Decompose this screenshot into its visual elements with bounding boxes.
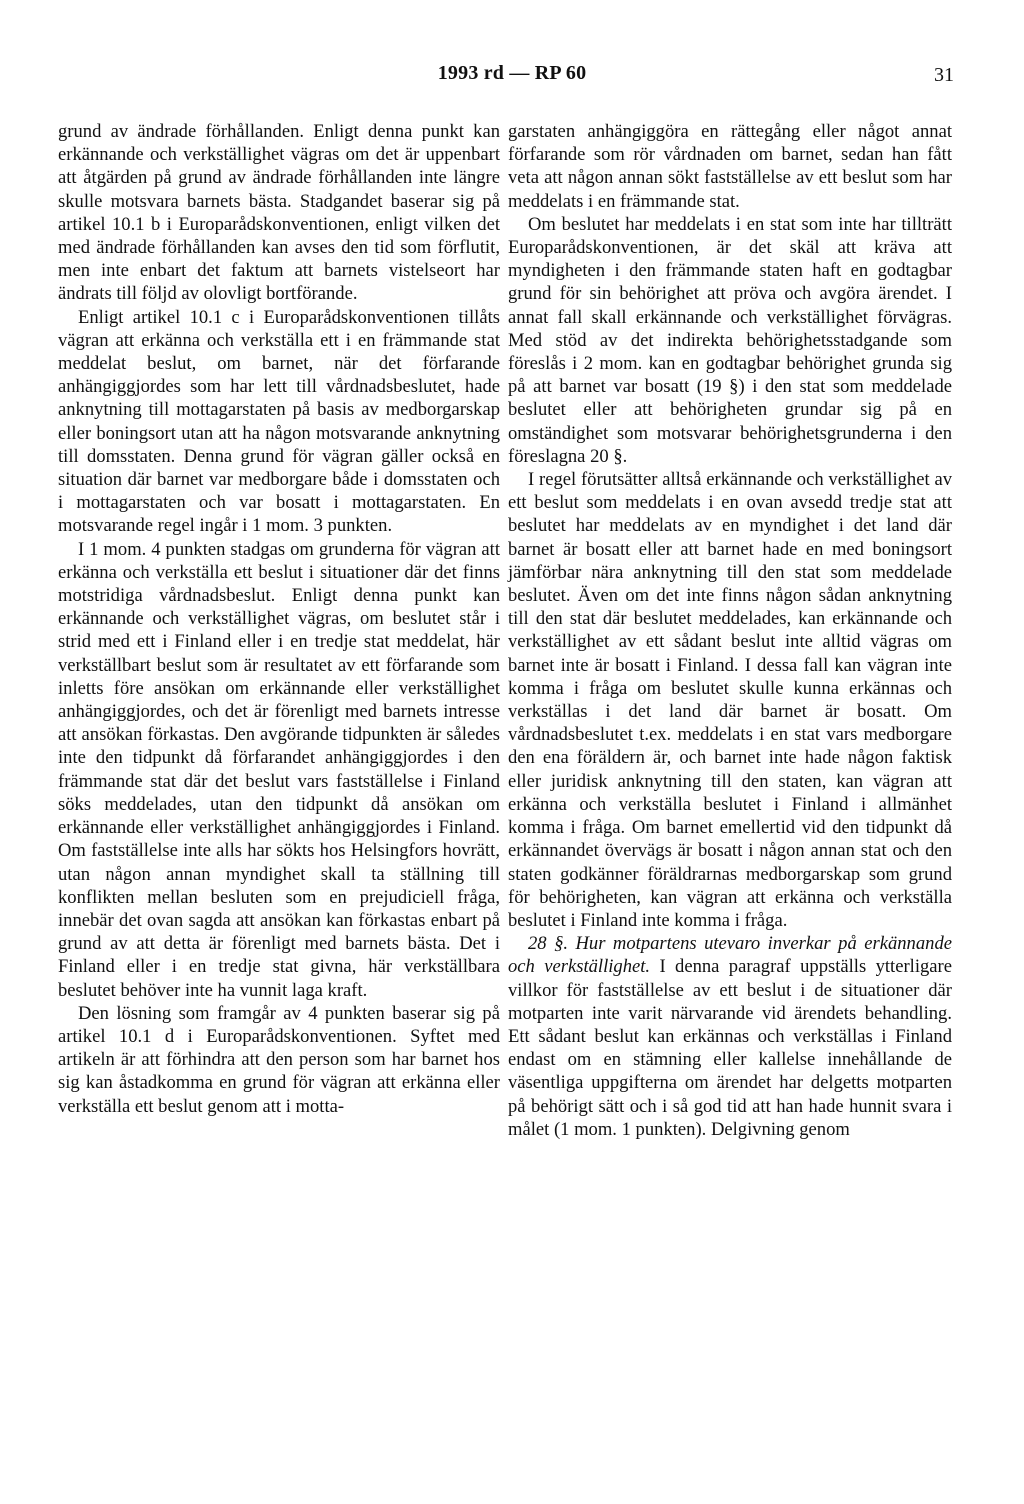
section-28-paragraph (508, 932, 952, 1141)
paragraph: Den lösning som framgår av 4 punkten baserar sig på artikel 10.1 d i Europarådskonventionen. Syftet med artikeln är att förhindra att den person som har barnet hos sig kan åstadkomma en grund för vägran att erkänna eller verkställa ett beslut genom att i motta- (58, 1002, 500, 1117)
paragraph: I 1 mom. 4 punkten stadgas om grunderna för vägran att erkänna och verkställa ett beslut i situationer där det finns motstridiga vårdnadsbeslut. Enligt denna punkt kan erkännande och verkställighet vägras, om beslutet står i strid med ett i Finland eller i en tredje stat meddelat, här verkställbart beslut som är resultatet av ett förfarande som inletts före ansökan om erkännande eller verkställighet anhängiggjordes, och det är förenligt med barnets intresse att ansökan förkastas. Den avgörande tidpunkten är således inte den tidpunkt då förfarandet anhängiggjordes i den främmande stat där det beslut vars fastställelse i Finland söks meddelades, utan den tidpunkt då ansökan om erkännande eller verkställighet anhängiggjordes i Finland. Om fastställelse inte alls har sökts hos Helsingfors hovrätt, utan någon annan myndighet skall ta ställning till konflikten mellan besluten som en prejudiciell fråga, innebär det ovan sagda att ansökan kan förkastas enbart på grund av att detta är förenligt med barnets bästa. Det i Finland eller i en tredje stat givna, här verkställbara beslutet behöver inte ha vunnit laga kraft. (58, 538, 500, 1001)
section-heading: 28 §. Hur motpartens utevaro inverkar på erkännande och verkställighet. (508, 933, 952, 978)
section-text: I denna paragraf uppställs ytterligare villkor för fastställelse av ett beslut i de situationer där motparten inte varit närvarande vid ärendets behandling. Ett sådant beslut kan erkännas och verkställas i Finland endast om en stämning eller kallelse innehållande de väsentliga uppgifterna om ärendet har delgetts motparten på behörigt sätt och i så god tid att han hade hunnit svara i målet (1 mom. 1 punkten). Delgivning genom (508, 956, 952, 1140)
paragraph: Enligt artikel 10.1 c i Europarådskonventionen tillåts vägran att erkänna och verkställa ett i en främmande stat meddelat beslut, om barnet, när det förfarande anhängiggjordes som har lett till vårdnadsbeslutet, hade anknytning till mottagarstaten på basis av medborgarskap eller boningsort utan att ha någon motsvarande anknytning till domsstaten. Denna grund för vägran gäller också en situation där barnet var medborgare både i domsstaten och i mottagarstaten och var bosatt i mottagarstaten. En motsvarande regel ingår i 1 mom. 3 punkten. (58, 306, 500, 537)
page-header (0, 62, 1024, 92)
right-column (508, 120, 952, 1141)
page-number: 31 (934, 64, 954, 86)
left-column (58, 120, 500, 1118)
paragraph: I regel förutsätter alltså erkännande och verkställighet av ett beslut som meddelats i en ovan avsedd tredje stat att beslutet har meddelats av en myndighet i det land där barnet är bosatt eller att barnet hade en med boningsort jämförbar nära anknytning till den stat som meddelade beslutet. Även om det inte finns någon sådan anknytning till den stat där beslutet meddelades, kan erkännande och verkställighet av ett sådant beslut inte alltid vägras om barnet inte är bosatt i Finland. I dessa fall kan vägran inte komma i fråga om beslutet skulle kunna erkännas och verkställas i det land där barnet är bosatt. Om vårdnadsbeslutet t.ex. meddelats i en stat vars medborgare den ena föräldern är, och barnet inte hade någon faktisk eller juridisk anknytning till den staten, kan vägran att erkänna och verkställa beslutet i Finland i allmänhet komma i fråga. Om barnet emellertid vid den tidpunkt då erkännandet övervägs är bosatt i någon annan stat och den staten godkänner föräldrarnas medborgarskap som grund för behörigheten, kan vägran att erkänna och verkställa beslutet i Finland inte komma i fråga. (508, 469, 952, 931)
paragraph: Om beslutet har meddelats i en stat som inte har tillträtt Europarådskonventionen, är det skäl att kräva att myndigheten i den främmande staten haft en godtagbar grund för sin behörighet att pröva och avgöra ärendet. I annat fall skall erkännande och verkställighet förvägras. Med stöd av det indirekta behörighetsstadgande som föreslås i 2 mom. kan en godtagbar behörighet grunda sig på att barnet var bosatt (19 §) i den stat som meddelade beslutet eller att behörigheten grundar sig på en omständighet som motsvarar behörighetsgrunderna i den föreslagna 20 §. (508, 213, 952, 467)
paragraph: grund av ändrade förhållanden. Enligt denna punkt kan erkännande och verkställighet vägras om det är uppenbart att åtgärden på grund av ändrade förhållanden inte längre skulle motsvara barnets bästa. Stadgandet baserar sig på artikel 10.1 b i Europarådskonventionen, enligt vilken det med ändrade förhållanden kan avses den tid som förflutit, men inte enbart det faktum att barnets vistelseort har ändrats till följd av olovligt bortförande. (58, 121, 500, 305)
running-title: 1993 rd — RP 60 (437, 62, 587, 84)
paragraph: garstaten anhängiggöra en rättegång eller något annat förfarande som rör vårdnaden om barnet, sedan han fått veta att någon annan sökt fastställelse av ett beslut som har meddelats i en främmande stat. (508, 121, 952, 212)
